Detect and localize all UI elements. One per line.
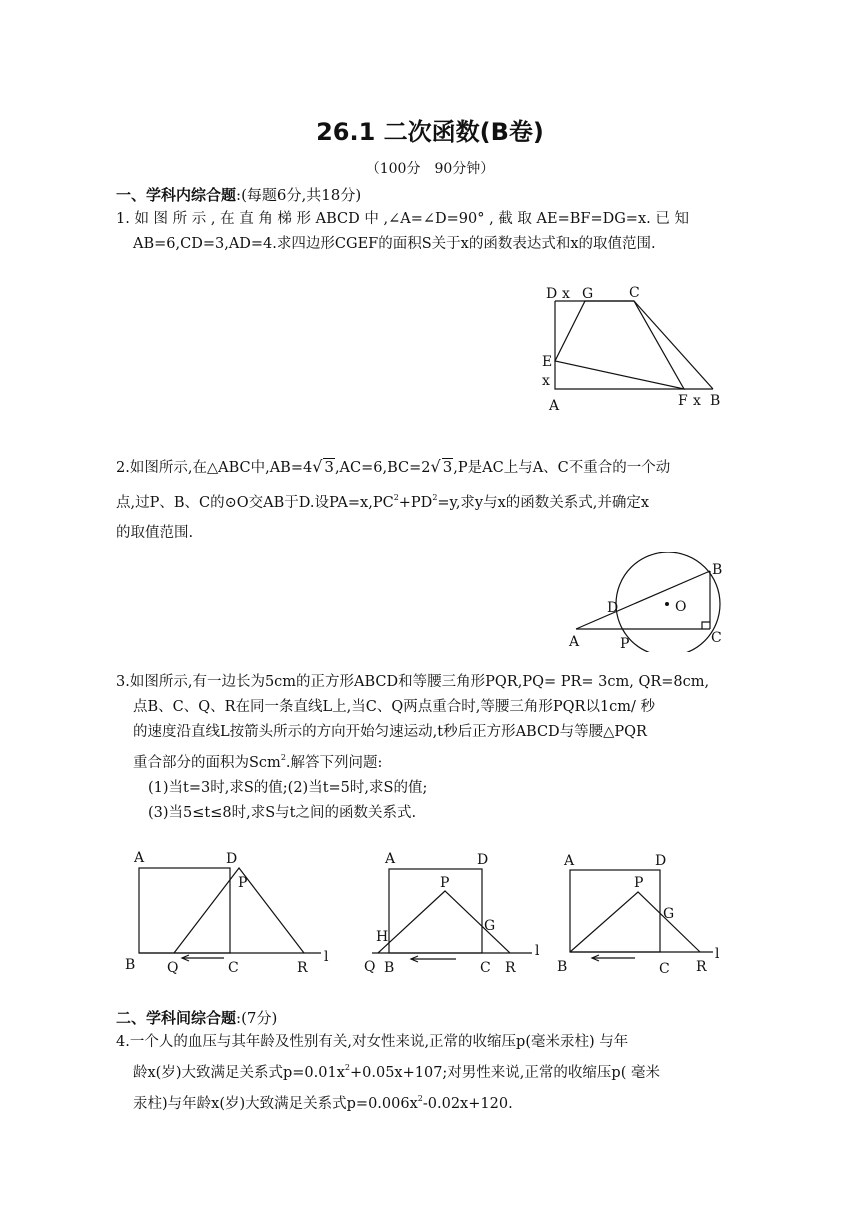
label-d: D (655, 853, 667, 869)
label-b: B (712, 562, 723, 578)
label-c: C (659, 961, 670, 977)
label-x-left: x (542, 373, 550, 389)
triangle-pqr (570, 892, 700, 952)
question-4-line-3-a: 汞柱)与年龄x(岁)大致满足关系式p=0.006x (133, 1096, 418, 1112)
label-q: Q (167, 960, 179, 976)
label-p: P (238, 875, 248, 891)
label-b: B (125, 957, 136, 973)
label-l: l (535, 943, 540, 959)
circle-o (616, 552, 723, 652)
question-4 (116, 1030, 742, 1117)
label-a: A (569, 634, 580, 650)
question-2-line-2-c: =y,求y与x的函数关系式,并确定x (437, 495, 650, 511)
label-g: G (582, 286, 594, 302)
radical-sign: √ (312, 457, 323, 476)
square-abcd (389, 869, 482, 953)
label-x-bottom: x (693, 393, 701, 409)
page-subtitle: （100分 90分钟） (365, 161, 495, 177)
section-heading-2-note: :(7分) (236, 1009, 278, 1027)
label-l: l (324, 949, 329, 965)
label-d: D (607, 600, 619, 616)
question-2-line-2 (116, 483, 742, 518)
question-2-part-b: ,AC=6,BC=2 (334, 460, 431, 476)
label-l: l (715, 946, 720, 962)
superscript: 2 (280, 753, 286, 762)
trapezoid-slant-edge (634, 301, 713, 389)
question-2 (116, 452, 742, 548)
label-b: B (384, 960, 395, 976)
label-q: Q (364, 959, 376, 975)
question-3-line-4 (116, 745, 742, 776)
question-2-line-3: 的取值范围. (116, 525, 194, 541)
label-o: O (675, 599, 687, 615)
question-1 (116, 207, 742, 257)
center-point-o (665, 602, 669, 606)
question-3-sub-1: (1)当t=3时,求S的值;(2)当t=5时,求S的值; (148, 780, 428, 796)
square-triangle-figure-c (548, 845, 733, 980)
section-heading-1 (116, 184, 361, 205)
question-3-sub-2: (3)当5≤t≤8时,求S与t之间的函数关系式. (148, 805, 417, 821)
trapezoid-figure (530, 280, 730, 415)
label-c: C (711, 630, 722, 646)
superscript: 2 (393, 493, 399, 502)
label-g: G (663, 906, 675, 922)
label-c: C (629, 285, 640, 301)
quadrilateral-cgef (555, 301, 684, 389)
question-2-line-1 (116, 452, 742, 483)
page-title: 26.1 二次函数(B卷) (316, 118, 544, 146)
label-d: D (226, 851, 238, 867)
question-3-line-1: 3.如图所示,有一边长为5cm的正方形ABCD和等腰三角形PQR,PQ= PR= 3cm, QR=8cm, (116, 674, 710, 690)
question-3-line-4-a: 重合部分的面积为Scm (133, 755, 281, 771)
square-triangle-figure-a (120, 845, 345, 980)
label-r: R (696, 959, 707, 975)
superscript: 2 (432, 493, 438, 502)
label-p: P (440, 875, 450, 891)
label-d: D (477, 852, 489, 868)
label-d: D (546, 286, 558, 302)
question-2-line-2-a: 点,过P、B、C的⊙O交AB于D.设PA=x,PC (116, 495, 394, 511)
label-b: B (557, 959, 568, 975)
label-g: G (484, 918, 496, 934)
label-b: B (710, 393, 721, 409)
circle-triangle-figure (560, 552, 740, 652)
superscript: 2 (344, 1063, 350, 1072)
section-heading-1-note: :(每题6分,共18分) (236, 186, 362, 204)
question-3-line-3: 的速度沿直线L按箭头所示的方向开始匀速运动,t秒后正方形ABCD与等腰△PQR (133, 724, 647, 740)
label-a: A (385, 851, 396, 867)
right-angle-mark (702, 622, 710, 629)
label-p: P (634, 875, 644, 891)
label-c: C (228, 960, 239, 976)
question-1-line-2: AB=6,CD=3,AD=4.求四边形CGEF的面积S关于x的函数表达式和x的取值范围. (133, 236, 656, 252)
label-c: C (480, 960, 491, 976)
label-r: R (505, 960, 516, 976)
superscript: 2 (417, 1094, 423, 1103)
label-a: A (564, 853, 575, 869)
section-heading-2-title: 二、学科间综合题 (116, 1009, 237, 1027)
label-a: A (549, 398, 560, 414)
sqrt-value-1: 3 (324, 458, 334, 476)
question-4-line-2-b: +0.05x+107;对男性来说,正常的收缩压p( 毫米 (349, 1065, 660, 1081)
question-2-part-a: 2.如图所示,在△ABC中,AB=4 (116, 460, 313, 476)
question-4-line-3-b: -0.02x+120. (422, 1096, 513, 1112)
question-3 (116, 670, 742, 826)
question-3-line-2: 点B、C、Q、R在同一条直线L上,当C、Q两点重合时,等腰三角形PQR以1cm/ 秒 (133, 699, 656, 715)
square-triangle-figure-b (360, 845, 550, 980)
section-heading-2 (116, 1007, 277, 1028)
question-1-line-1: 1. 如 图 所 示 , 在 直 角 梯 形 ABCD 中 ,∠A=∠D=90° , 截 取 AE=BF=DG=x. 已 知 (116, 211, 689, 227)
sqrt-value-2: 3 (442, 458, 453, 476)
label-p: P (620, 636, 630, 652)
question-4-line-1: 4.一个人的血压与其年龄及性别有关,对女性来说,正常的收缩压p(毫米汞柱) 与年 (116, 1034, 629, 1050)
question-4-line-2-a: 龄x(岁)大致满足关系式p=0.01x (133, 1065, 345, 1081)
segment-ab (576, 571, 710, 629)
label-x-top: x (562, 286, 570, 302)
question-3-line-4-b: .解答下列问题: (285, 755, 383, 771)
label-a: A (134, 850, 145, 866)
radical-sign: √ (430, 457, 441, 476)
label-h: H (376, 929, 389, 945)
question-4-line-3 (116, 1086, 742, 1117)
section-heading-1-title: 一、学科内综合题 (116, 186, 237, 204)
question-4-line-2 (116, 1055, 742, 1086)
label-e: E (542, 354, 553, 370)
question-2-part-c: ,P是AC上与A、C不重合的一个动 (453, 460, 671, 476)
label-f: F (678, 393, 688, 409)
question-2-line-2-b: +PD (398, 495, 433, 511)
label-r: R (297, 960, 308, 976)
